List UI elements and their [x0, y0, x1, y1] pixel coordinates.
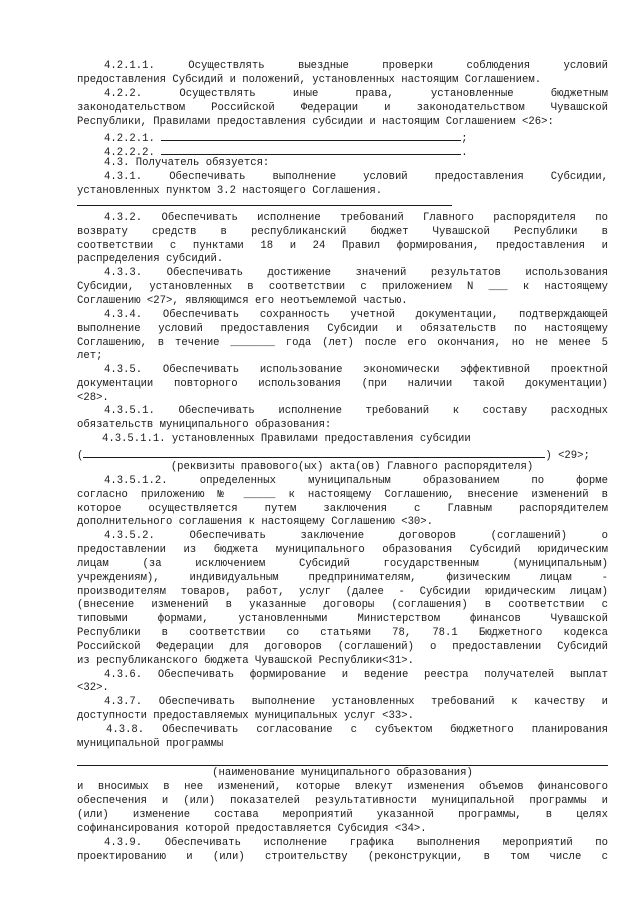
paragraph-4-3-5-1-1-blank-line	[77, 447, 608, 462]
paragraph-4-3-8-cont-line-1: и вносимых в нее изменений, которые влекут изменения объемов финансового	[77, 781, 608, 793]
paragraph-4-3-5-1-1: 4.3.5.1.1. установленных Правилами предоставления субсидии	[102, 433, 471, 445]
paragraph-4-3-5-1-line-1: 4.3.5.1. Обеспечивать исполнение требований к составу расходных	[104, 405, 608, 417]
paragraph-4-3-5-line-1: 4.3.5. Обеспечивать использование экономически эффективной проектной	[104, 364, 608, 376]
paragraph-4-3-5-2-line-7: типовыми формами, установленными Министерством финансов Чувашской	[77, 613, 608, 625]
paragraph-4-3-5-2-line-3: лицам (за исключением Субсидий государственным (муниципальным)	[77, 558, 608, 570]
municipality-name-caption: (наименование муниципального образования)	[212, 767, 473, 779]
fill-in-blank	[161, 144, 461, 155]
paragraph-4-2-2-line-1: 4.2.2. Осуществлять иные права, установленные бюджетным	[104, 88, 608, 100]
fill-in-blank	[161, 130, 461, 141]
paragraph-4-3-5-2-line-8: Республики в соответствии со статьями 78, 78.1 Бюджетного кодекса	[77, 627, 608, 639]
paragraph-4-3-1-line-2: установленных пунктом 3.2 настоящего Соглашения.	[77, 185, 383, 197]
paragraph-4-3-2-line-1: 4.3.2. Обеспечивать исполнение требований Главного распорядителя по	[104, 212, 608, 224]
paragraph-4-2-2-line-3: Республики, Правилами предоставления субсидии и настоящим Соглашением <26>:	[77, 116, 554, 128]
paragraph-4-3-9-line-2: проектированию и (или) строительству (реконструкции, в том числе с	[77, 851, 608, 863]
paragraph-4-3-5-line-3: <28>.	[77, 392, 109, 404]
paragraph-4-2-2-1	[104, 130, 608, 145]
paragraph-4-3-4-line-3: Соглашению, в течение _______ года (лет) после его окончания, но не менее 5	[77, 337, 608, 349]
paragraph-4-3-5-2-line-10: из республиканского бюджета Чувашской Республики<31>.	[77, 655, 414, 667]
paragraph-4-3-5-1-2-line-1: 4.3.5.1.2. определенных муниципальным образованием по форме	[104, 475, 608, 487]
footnote-separator-line	[77, 205, 452, 206]
paragraph-4-3-4-line-2: выполнение условий предоставления Субсидии и обязательств по настоящему	[77, 323, 608, 335]
item-number: 4.2.2.2.	[104, 147, 155, 159]
paragraph-4-3-4-line-4: лет;	[77, 350, 103, 362]
open-paren: (	[77, 450, 84, 462]
paragraph-4-3-2-line-2: возврату средств в республиканский бюджет Чувашской Республики в	[77, 226, 608, 238]
paragraph-4-3-6-line-2: <32>.	[77, 682, 109, 694]
paragraph-4-3-3-line-1: 4.3.3. Обеспечивать достижение значений результатов использования	[104, 267, 608, 279]
close-paren: ) <29>;	[545, 450, 590, 462]
paragraph-4-3-5-2-line-2: предоставлении из бюджета муниципального образования Субсидий юридическим	[77, 544, 608, 556]
paragraph-4-3-8-cont-line-4: софинансирования которой предоставляется Субсидия <34>.	[77, 823, 427, 835]
paragraph-4-2-1-1-line-1: 4.2.1.1. Осуществлять выездные проверки соблюдения условий	[104, 60, 608, 72]
paragraph-4-3-3-line-2: Субсидии, установленных в соответствии с приложением N ___ к настоящему	[77, 281, 608, 293]
paragraph-4-3-5-2-line-9: Российской Федерации для договоров (соглашений) о предоставлении Субсидий	[77, 641, 608, 653]
paragraph-4-3-8-cont-line-3: (или) изменение состава мероприятий указанной программы, в целях	[77, 809, 608, 821]
paragraph-4-3-5-2-line-1: 4.3.5.2. Обеспечивать заключение договоров (соглашений) о	[104, 530, 608, 542]
paragraph-4-2-2-line-2: законодательством Российской Федерации и законодательством Чувашской	[77, 102, 608, 114]
legal-act-caption: (реквизиты правового(ых) акта(ов) Главного распорядителя)	[170, 461, 534, 473]
paragraph-4-3: 4.3. Получатель обязуется:	[104, 157, 270, 169]
paragraph-4-3-6-line-1: 4.3.6. Обеспечивать формирование и ведение реестра получателей выплат	[104, 669, 608, 681]
paragraph-4-3-5-2-line-5: производителям товаров, работ, услуг (далее - Субсидии юридическим лицам)	[77, 586, 608, 598]
fill-in-blank	[83, 447, 545, 458]
paragraph-4-3-5-1-2-line-3: которое осуществляется путем заключения с Главным распорядителем	[77, 503, 608, 515]
paragraph-4-3-5-2-line-4: учреждениям), индивидуальным предпринимателям, физическим лицам -	[77, 572, 608, 584]
paragraph-4-3-7-line-2: доступности предоставляемых муниципальных услуг <33>.	[77, 710, 414, 722]
paragraph-4-3-9-line-1: 4.3.9. Обеспечивать исполнение графика выполнения мероприятий по	[104, 837, 608, 849]
paragraph-4-3-8-line-1: 4.3.8. Обеспечивать согласование с субъектом бюджетного планирования	[106, 724, 608, 736]
paragraph-4-3-5-1-2-line-4: дополнительного соглашения к настоящему Соглашению <30>.	[77, 516, 434, 528]
paragraph-4-3-5-1-line-2: обязательств муниципального образования:	[77, 419, 332, 431]
paragraph-4-3-7-line-1: 4.3.7. Обеспечивать выполнение установленных требований к качеству и	[104, 696, 608, 708]
paragraph-4-3-5-2-line-6: (внесение изменений в указанные договоры (соглашения) в соответствии с	[77, 599, 608, 611]
paragraph-4-3-1-line-1: 4.3.1. Обеспечивать выполнение условий предоставления Субсидии,	[104, 171, 608, 183]
paragraph-4-3-2-line-3: соответствии с пунктами 18 и 24 Правил формирования, предоставления и	[77, 240, 608, 252]
punctuation: .	[461, 147, 468, 159]
paragraph-4-3-3-line-3: Соглашению <27>, являющимся его неотъемлемой частью.	[77, 295, 408, 307]
paragraph-4-3-2-line-4: распределения субсидий.	[77, 253, 224, 265]
item-number: 4.2.2.1.	[104, 133, 155, 145]
paragraph-4-2-1-1-line-2: предоставления Субсидий и положений, установленных настоящим Соглашением.	[77, 74, 542, 86]
paragraph-4-3-8-cont-line-2: обеспечения и (или) показателей результативности муниципальной программы и	[77, 795, 608, 807]
paragraph-4-3-5-line-2: документации повторного использования (при наличии такой документации)	[77, 378, 608, 390]
paragraph-4-3-4-line-1: 4.3.4. Обеспечивать сохранность учетной документации, подтверждающей	[104, 309, 608, 321]
paragraph-4-3-8-line-2: муниципальной программы	[77, 738, 224, 750]
paragraph-4-3-5-1-2-line-2: согласно приложению № _____ к настоящему Соглашению, внесение изменений в	[77, 489, 608, 501]
municipality-name-blank	[77, 765, 608, 766]
punctuation: ;	[461, 133, 468, 145]
